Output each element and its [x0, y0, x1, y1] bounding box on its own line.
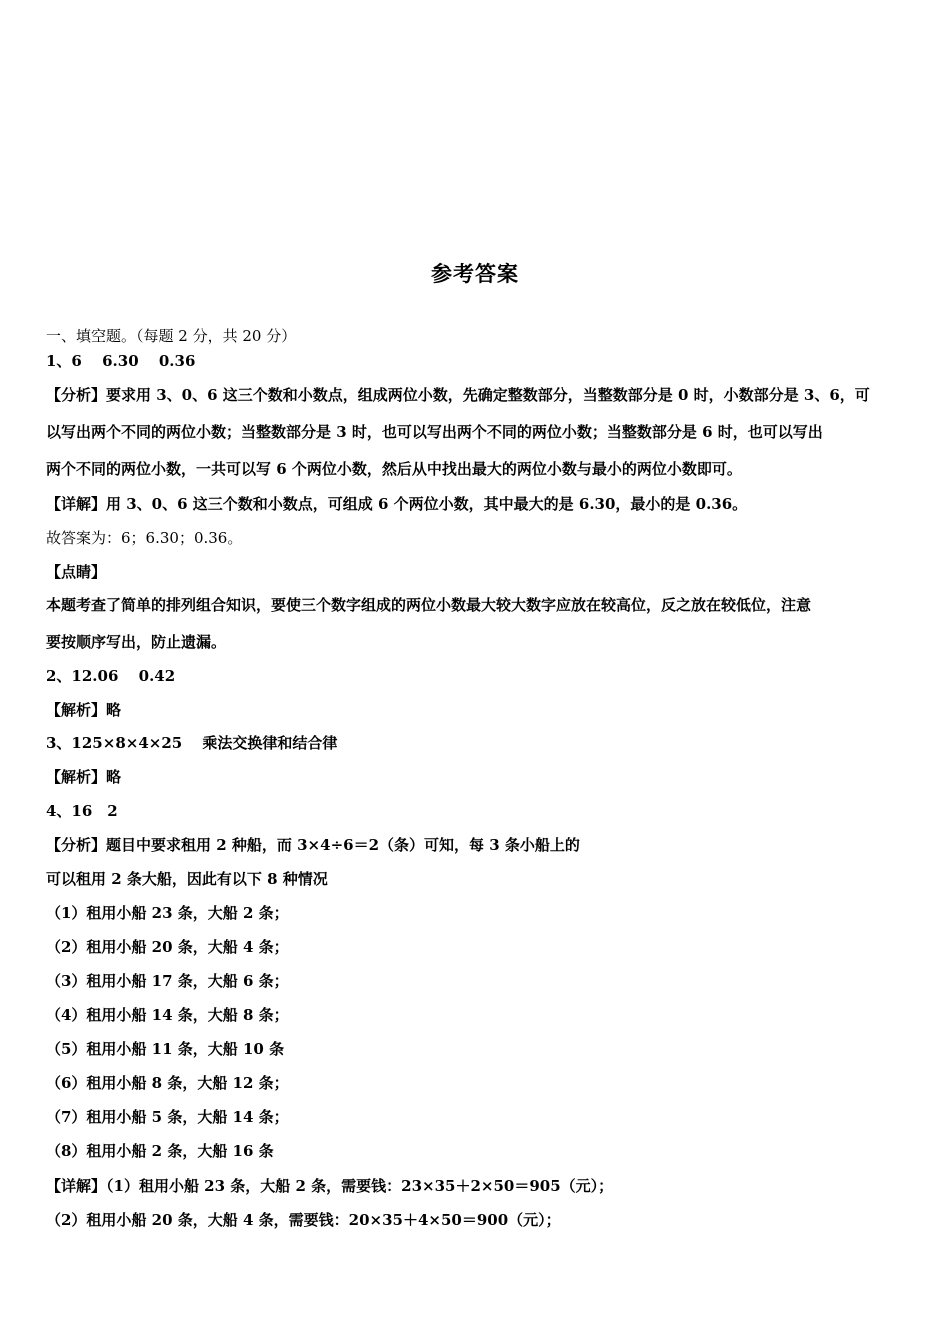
q1-analysis-line-2: 以写出两个不同的两位小数；当整数部分是 3 时，也可以写出两个不同的两位小数；当整数部分是 6 时，也可以写出 — [46, 423, 823, 441]
q4-case: （1）租用小船 23 条，大船 2 条； — [46, 904, 289, 922]
q1-conclusion: 故答案为：6；6.30；0.36。 — [46, 529, 243, 547]
q4-case: （4）租用小船 14 条，大船 8 条； — [46, 1006, 289, 1024]
q1-detail-text: 用 3、0、6 这三个数和小数点，可组成 6 个两位小数，其中最大的是 6.30，最小的是 0.36。 — [106, 495, 748, 513]
q3-answer: 3、125×8×4×25 乘法交换律和结合律 — [46, 734, 338, 752]
q2-answer: 2、12.06 0.42 — [46, 667, 176, 685]
q4-answer: 4、16 2 — [46, 802, 118, 820]
q4-analysis-line-1 — [46, 835, 580, 855]
q1-answer: 1、6 6.30 0.36 — [46, 352, 196, 370]
q1-analysis-line-3: 两个不同的两位小数，一共可以写 6 个两位小数，然后从中找出最大的两位小数与最小的两位小数即可。 — [46, 460, 742, 478]
q4-case: （5）租用小船 11 条，大船 10 条 — [46, 1040, 285, 1058]
q4-detail-line-2: （2）租用小船 20 条，大船 4 条，需要钱：20×35＋4×50＝900（元）； — [46, 1211, 561, 1229]
section-heading: 一、填空题。（每题 2 分，共 20 分） — [46, 327, 297, 345]
q1-detail — [46, 494, 747, 514]
q2-explain: 【解析】略 — [46, 701, 122, 719]
q4-detail-line-1 — [46, 1176, 613, 1196]
q1-point-label: 【点睛】 — [46, 563, 107, 581]
q4-case: （3）租用小船 17 条，大船 6 条； — [46, 972, 289, 990]
q4-case: （7）租用小船 5 条，大船 14 条； — [46, 1108, 289, 1126]
q4-analysis-label: 【分析】 — [46, 836, 107, 854]
q4-case: （6）租用小船 8 条，大船 12 条； — [46, 1074, 289, 1092]
q4-detail-label: 【详解】 — [46, 1177, 107, 1195]
q4-analysis-text-1: 题目中要求租用 2 种船，而 3×4÷6＝2（条）可知，每 3 条小船上的 — [106, 836, 580, 854]
q3-explain: 【解析】略 — [46, 768, 122, 786]
page-title: 参考答案 — [431, 261, 519, 286]
q4-case: （8）租用小船 2 条，大船 16 条 — [46, 1142, 274, 1160]
q1-detail-label: 【详解】 — [46, 495, 107, 513]
q4-case: （2）租用小船 20 条，大船 4 条； — [46, 938, 289, 956]
q4-analysis-line-2: 可以租用 2 条大船，因此有以下 8 种情况 — [46, 870, 328, 888]
q1-analysis-line-1 — [46, 385, 870, 405]
q1-point-line-2: 要按顺序写出，防止遗漏。 — [46, 633, 227, 651]
q1-analysis-text-1: 要求用 3、0、6 这三个数和小数点，组成两位小数，先确定整数部分，当整数部分是 0 时，小数部分是 3、6，可 — [106, 386, 870, 404]
q1-point-line-1: 本题考查了简单的排列组合知识，要使三个数字组成的两位小数最大较大数字应放在较高位，反之放在较低位，注意 — [46, 596, 812, 614]
q1-analysis-label: 【分析】 — [46, 386, 107, 404]
q4-detail-text-1: （1）租用小船 23 条，大船 2 条，需要钱：23×35＋2×50＝905（元）； — [106, 1177, 614, 1195]
